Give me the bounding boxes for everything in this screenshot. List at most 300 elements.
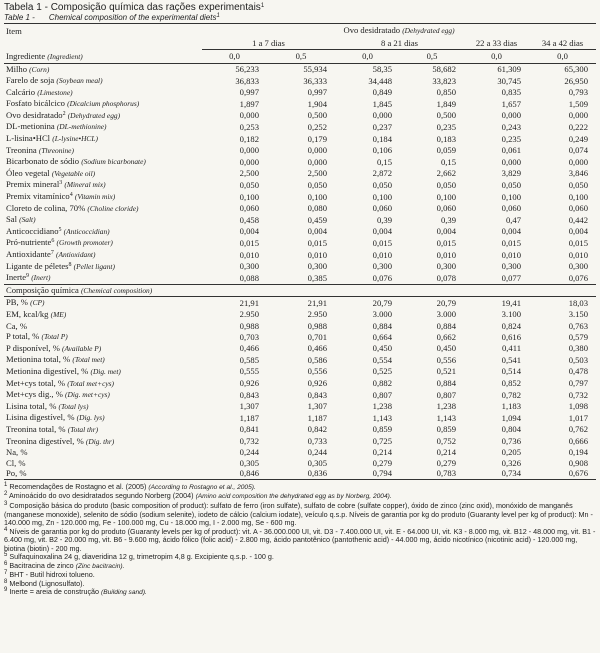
value-cell: 0,015: [372, 237, 392, 248]
value-cell: 0,004: [436, 226, 456, 237]
ingredient-header-pt: Ingrediente: [6, 50, 46, 61]
row-label-en: (Dig. met+cys): [65, 390, 110, 400]
ingredient-row: [4, 145, 596, 157]
ingredient-row: [4, 261, 596, 273]
value-cell: 0,300: [436, 261, 456, 272]
row-label-pt: Ligante de péletes: [6, 260, 69, 271]
value-cell: 65,300: [564, 64, 589, 74]
footnote: [4, 571, 596, 580]
row-label-en: (Dig. lys): [76, 413, 105, 423]
value-cell: 0,305: [239, 457, 259, 468]
value-cell: 0,076: [529, 272, 596, 284]
group-header-pt: Ovo desidratado: [343, 25, 401, 35]
value-cell: 0,050: [568, 179, 589, 190]
value-cell: 1,017: [568, 412, 589, 423]
value-cell: 0,793: [568, 87, 589, 98]
row-label: [4, 261, 202, 273]
row-label: [4, 110, 202, 122]
value-cell: 0,442: [568, 214, 589, 225]
row-label-pt: Fosfato bicálcico: [6, 98, 65, 109]
value-cell: 0,100: [239, 191, 259, 202]
composition-row: [4, 321, 596, 332]
row-label-en: (Sodium bicarbonate): [81, 157, 146, 167]
value-cell: 0,244: [239, 447, 259, 458]
value-cell: 0,243: [501, 121, 521, 132]
value-cell: 0,004: [501, 226, 521, 237]
value-cell: 0,300: [307, 261, 327, 272]
row-label: [4, 168, 202, 180]
value-cell: 0,106: [372, 145, 392, 156]
ingredient-row: [4, 179, 596, 191]
value-cell: 33,823: [432, 75, 456, 86]
value-cell: 2.950: [239, 309, 259, 320]
ingredient-row: [4, 226, 596, 238]
value-cell: 55,934: [303, 64, 327, 74]
composition-row: [4, 436, 596, 448]
value-cell: 0,000: [372, 110, 392, 121]
footnote-number: 7: [4, 570, 8, 577]
value-cell: 0,300: [568, 261, 589, 272]
value-cell: 0,411: [501, 343, 521, 354]
footnote-number: 8: [4, 578, 8, 585]
value-cell: 0,450: [436, 343, 456, 354]
composition-row: [4, 331, 596, 343]
composition-header-en: (Chemical composition): [80, 285, 153, 295]
value-cell: 0,988: [239, 320, 259, 331]
value-cell: 0,074: [568, 145, 589, 156]
value-cell: 0,326: [501, 457, 521, 468]
value-cell: 0,249: [568, 133, 589, 144]
value-cell: 0,010: [239, 249, 259, 260]
row-label-pt: Premix mineral: [6, 179, 60, 190]
value-cell: 0,466: [239, 343, 259, 354]
value-cell: 0,988: [307, 320, 327, 331]
ingredient-row: [4, 237, 596, 249]
value-cell: 0,060: [568, 203, 589, 214]
row-label: [4, 214, 202, 226]
ingredient-row: [4, 249, 596, 261]
value-cell: 0,050: [239, 179, 259, 190]
value-cell: 0,179: [307, 133, 327, 144]
row-label: [4, 447, 202, 458]
value-cell: 0,010: [568, 249, 589, 260]
row-label-en: (Salt): [19, 215, 36, 225]
ingredient-row: [4, 272, 596, 284]
row-label-en: (Anticoccidian): [63, 226, 110, 236]
value-cell: 0,926: [239, 378, 259, 389]
value-cell: 0,807: [436, 389, 456, 400]
value-cell: 0,554: [372, 354, 392, 365]
row-label-en: (L-lysine•HCL): [52, 134, 98, 144]
ingredient-row: [4, 63, 596, 75]
row-label-en: (Growth promoter): [56, 238, 113, 248]
value-cell: 0,884: [372, 320, 392, 331]
footnote-text: BHT - Butil hidroxi tolueno.: [9, 570, 95, 580]
value-cell: 0,556: [436, 354, 456, 365]
value-cell: 0,804: [501, 424, 521, 435]
row-label: [4, 354, 202, 366]
value-cell: 0,39: [376, 214, 392, 225]
row-label-pt: Premix vitamínico: [6, 191, 70, 202]
row-label-en: (Dehydrated egg): [67, 110, 121, 120]
group-header-en: (Dehydrated egg): [402, 26, 455, 35]
value-cell: 21,91: [307, 297, 327, 308]
value-cell: 0,882: [372, 378, 392, 389]
value-cell: 1,509: [568, 98, 589, 109]
value-cell: 26,950: [564, 75, 589, 86]
value-cell: 0,585: [239, 354, 259, 365]
value-cell: 0,059: [436, 145, 456, 156]
value-cell: 0,010: [307, 249, 327, 260]
composition-header-pt: Composição química: [6, 284, 79, 295]
value-cell: 56,233: [235, 64, 259, 74]
value-cell: 0,000: [501, 110, 521, 121]
footnote-number: 4: [4, 526, 8, 533]
value-cell: 0,616: [501, 331, 521, 342]
row-label: [4, 401, 202, 413]
table-caption-en: [4, 13, 596, 23]
row-label-pt: Calcário: [6, 86, 36, 97]
level-header: 0,5: [400, 50, 464, 64]
row-label-pt: DL-metionina: [6, 121, 55, 132]
level-header: 0,0: [202, 50, 267, 64]
value-cell: 0,300: [239, 261, 259, 272]
row-label-pt: Óleo vegetal: [6, 167, 50, 178]
value-cell: 0,305: [307, 457, 327, 468]
value-cell: 0,824: [501, 320, 521, 331]
row-label-en: (Threonine): [38, 145, 74, 155]
value-cell: 3,846: [568, 168, 589, 179]
footnote-text-en: (According to Rostagno et al., 2005).: [148, 483, 256, 491]
row-label: [4, 366, 202, 378]
value-cell: 0,015: [501, 237, 521, 248]
footnote-marker: 5: [58, 226, 62, 233]
value-cell: 0,732: [239, 436, 259, 446]
row-label-en: (Vegetable oil): [51, 168, 96, 178]
value-cell: 0,237: [372, 121, 392, 132]
value-cell: 0,015: [239, 237, 259, 248]
value-cell: 0,666: [568, 436, 589, 446]
row-label-pt: Met+cys dig., %: [6, 389, 63, 400]
composition-row: [4, 297, 596, 309]
row-label: [4, 98, 202, 110]
footnote: [4, 528, 596, 554]
value-cell: 21,91: [239, 297, 259, 308]
composition-row: [4, 412, 596, 424]
row-label-en: (Dig. thr): [85, 436, 115, 446]
header-row-3: [4, 50, 596, 64]
row-label: [4, 203, 202, 215]
value-cell: 0,843: [307, 389, 327, 400]
caption-label-en: Table 1 -: [4, 13, 35, 22]
ingredient-row: [4, 168, 596, 180]
header-row-1: [4, 24, 596, 38]
caption-sup-en: 1: [216, 13, 220, 19]
row-label-en: (ME): [50, 309, 67, 319]
footnote-text: Recomendações de Rostagno et al. (2005): [9, 481, 147, 491]
composition-row: [4, 389, 596, 401]
value-cell: 0,004: [239, 226, 259, 237]
value-cell: 0,000: [239, 110, 259, 121]
value-cell: 19,41: [501, 297, 521, 308]
value-cell: 34,448: [368, 75, 392, 86]
footnote-text: Composição básica do produto (basic composition of product): sulfato de ferro (iron sulfate), sulfato de cobre (sulfate copper), óxido de zinco (zinc oxid), monóxido de manganês (manganese monoxide), selenito de sódio (sodium selenite), iodeto de cálcio (calcium iodate), veículo q.s.p. Níveis de garantia por kg do produto (Guaranty level per kg of product): Mn - 140.000 mg, Zn - 120.000 mg, Fe - 100.000 mg, Cu - 18.000 mg, I - 2.000 mg, Se - 600 mg.: [4, 500, 593, 528]
composition-row: [4, 354, 596, 366]
value-cell: 0,015: [436, 237, 456, 248]
row-label: [4, 75, 202, 87]
value-cell: 0,836: [267, 468, 335, 479]
value-cell: 0,385: [267, 272, 335, 284]
row-label-en: (Limestone): [37, 87, 73, 97]
composition-row: [4, 309, 596, 321]
composition-row: [4, 458, 596, 469]
value-cell: 0,514: [501, 366, 521, 377]
composition-row: [4, 447, 596, 458]
row-label-pt: Cl, %: [6, 457, 26, 468]
row-label-pt: Anticoccidiano: [6, 225, 59, 236]
ingredient-row: [4, 98, 596, 110]
value-cell: 0,733: [307, 436, 327, 446]
value-cell: 0,060: [372, 203, 392, 214]
footnote: [4, 553, 596, 562]
value-cell: 0,100: [501, 191, 521, 202]
value-cell: 1,183: [501, 401, 521, 412]
value-cell: 1,657: [501, 98, 521, 109]
row-label: [4, 424, 202, 436]
value-cell: 0,734: [464, 468, 529, 479]
value-cell: 0,060: [501, 203, 521, 214]
value-cell: 0,500: [436, 110, 456, 121]
row-label-pt: Lisina digestível, %: [6, 412, 75, 423]
value-cell: 0,842: [307, 424, 327, 435]
value-cell: 0,000: [239, 156, 259, 167]
row-label: [4, 237, 202, 249]
composition-row: [4, 366, 596, 378]
value-cell: 0,701: [307, 331, 327, 342]
row-label-pt: P disponível, %: [6, 342, 60, 353]
row-label: [4, 321, 202, 332]
row-label-pt: Farelo de soja: [6, 75, 55, 86]
value-cell: 0,556: [307, 366, 327, 377]
value-cell: 0,100: [307, 191, 327, 202]
value-cell: 0,908: [568, 457, 589, 468]
caption-title-pt: Composição química das rações experimentais: [50, 2, 261, 13]
row-label-pt: Sal: [6, 214, 17, 225]
value-cell: 0,15: [440, 156, 456, 167]
caption-label-pt: Tabela 1 -: [4, 2, 48, 13]
value-cell: 0,050: [436, 179, 456, 190]
value-cell: 3.100: [501, 309, 521, 320]
value-cell: 0,184: [372, 133, 392, 144]
value-cell: 0,703: [239, 331, 259, 342]
value-cell: 0,004: [372, 226, 392, 237]
value-cell: 0,015: [307, 237, 327, 248]
row-label: [4, 191, 202, 203]
value-cell: 0,100: [372, 191, 392, 202]
row-label-en: (Total thr): [67, 424, 99, 434]
value-cell: 0,088: [202, 272, 267, 284]
composition-row: [4, 468, 596, 479]
footnote-number: 5: [4, 552, 8, 559]
footnote-marker: 9: [26, 273, 30, 280]
value-cell: 0,244: [307, 447, 327, 458]
value-cell: 0,004: [307, 226, 327, 237]
value-cell: 1,849: [436, 98, 456, 109]
value-cell: 1,143: [436, 412, 456, 423]
value-cell: 0,000: [501, 156, 521, 167]
value-cell: 0,850: [436, 87, 456, 98]
row-label-pt: Milho: [6, 63, 28, 74]
ingredient-row: [4, 191, 596, 203]
value-cell: 0,252: [307, 121, 327, 132]
footnote-text: Bacitracina de zinco: [9, 560, 74, 570]
value-cell: 1,307: [307, 401, 327, 412]
value-cell: 0,100: [436, 191, 456, 202]
period-header-3: 22 a 33 dias: [464, 37, 529, 50]
value-cell: 3.150: [568, 309, 589, 320]
document-page: [4, 0, 596, 598]
row-label: [4, 272, 202, 284]
ingredient-row: [4, 203, 596, 215]
composition-row: [4, 424, 596, 436]
value-cell: 0,662: [436, 331, 456, 342]
blank-cell: [4, 37, 202, 50]
value-cell: 61,309: [497, 64, 521, 74]
value-cell: 0,010: [501, 249, 521, 260]
composition-row: [4, 343, 596, 355]
value-cell: 0,458: [239, 214, 259, 225]
footnote-number: 6: [4, 560, 8, 567]
value-cell: 1,238: [436, 401, 456, 412]
row-label: [4, 133, 202, 145]
value-cell: 0,859: [372, 424, 392, 435]
row-label-en: (Corn): [29, 64, 50, 74]
table-caption-pt: [4, 2, 596, 13]
value-cell: 0,000: [568, 110, 589, 121]
value-cell: 0,39: [440, 214, 456, 225]
value-cell: 0,010: [372, 249, 392, 260]
value-cell: 1,187: [307, 412, 327, 423]
value-cell: 1,307: [239, 401, 259, 412]
value-cell: 0,000: [307, 145, 327, 156]
value-cell: 3,829: [501, 168, 521, 179]
row-label-en: (Soybean meal): [56, 76, 103, 86]
row-label: [4, 458, 202, 469]
value-cell: 0,182: [239, 133, 259, 144]
value-cell: 1,845: [372, 98, 392, 109]
row-label-pt: PB, %: [6, 297, 28, 308]
row-label: [4, 226, 202, 238]
row-label-pt: Pró-nutriente: [6, 237, 52, 248]
row-label: [4, 378, 202, 390]
value-cell: 0,841: [239, 424, 259, 435]
value-cell: 0,000: [568, 156, 589, 167]
value-cell: 0,884: [436, 320, 456, 331]
value-cell: 0,253: [239, 121, 259, 132]
value-cell: 1,187: [239, 412, 259, 423]
ingredient-row: [4, 110, 596, 122]
row-label: [4, 179, 202, 191]
footnote: [4, 588, 596, 598]
value-cell: 0,061: [501, 145, 521, 156]
row-label-pt: Inerte: [6, 272, 27, 283]
value-cell: 0,586: [307, 354, 327, 365]
value-cell: 0,15: [376, 156, 392, 167]
row-label: [4, 297, 202, 309]
row-label-pt: Po, %: [6, 468, 27, 479]
row-label-en: (DL-methionine): [56, 122, 107, 132]
value-cell: 0,846: [202, 468, 267, 479]
value-cell: 20,79: [372, 297, 392, 308]
value-cell: 0,000: [239, 145, 259, 156]
value-cell: 0,835: [501, 87, 521, 98]
value-cell: 0,214: [436, 447, 456, 458]
row-label: [4, 156, 202, 168]
row-label-pt: Ovo desidratado: [6, 109, 63, 120]
footnote-marker: 2: [62, 110, 66, 117]
footnote-number: 9: [4, 587, 8, 594]
group-header: [202, 24, 596, 38]
value-cell: 1,904: [307, 98, 327, 109]
period-header-1: 1 a 7 dias: [202, 37, 335, 50]
value-cell: 0,664: [372, 331, 392, 342]
value-cell: 1,143: [372, 412, 392, 423]
period-header-4: 34 a 42 dias: [529, 37, 596, 50]
value-cell: 0,926: [307, 378, 327, 389]
header-row-2: [4, 37, 596, 50]
value-cell: 0,279: [372, 457, 392, 468]
footnote-text: Melbond (Lignosulfato).: [9, 578, 85, 588]
footnote-marker: 8: [68, 261, 72, 268]
value-cell: 0,521: [436, 366, 456, 377]
value-cell: 0,300: [372, 261, 392, 272]
value-cell: 0,859: [436, 424, 456, 435]
value-cell: 36,833: [235, 75, 259, 86]
value-cell: 0,050: [372, 179, 392, 190]
period-header-2: 8 a 21 dias: [335, 37, 464, 50]
value-cell: 0,050: [307, 179, 327, 190]
value-cell: 2,662: [436, 168, 456, 179]
composition-row: [4, 378, 596, 390]
value-cell: 0,47: [505, 214, 521, 225]
value-cell: 3.000: [436, 309, 456, 320]
row-label-en: (CP): [30, 298, 45, 308]
row-label: [4, 331, 202, 343]
caption-sup-pt: 1: [260, 3, 265, 9]
value-cell: 0,194: [568, 447, 589, 458]
value-cell: 36,333: [303, 75, 327, 86]
level-header: 0,0: [464, 50, 529, 64]
value-cell: 0,541: [501, 354, 521, 365]
composition-row: [4, 401, 596, 413]
footnotes: [4, 483, 596, 598]
row-label: [4, 87, 202, 99]
row-label-pt: Metionina total, %: [6, 354, 71, 365]
row-label: [4, 412, 202, 424]
value-cell: 1,094: [501, 412, 521, 423]
composition-header: [4, 284, 596, 297]
value-cell: 0,732: [568, 389, 589, 400]
level-header: 0,0: [529, 50, 596, 64]
composition-header-row: [4, 284, 596, 297]
ingredient-row: [4, 87, 596, 99]
ingredient-row: [4, 75, 596, 87]
value-cell: 0,300: [501, 261, 521, 272]
caption-title-en: Chemical composition of the experimental diets: [48, 13, 217, 22]
value-cell: 0,762: [568, 424, 589, 435]
row-label-en: (Total P): [41, 332, 68, 342]
footnote-text: Sulfaquinoxalina 24 g, diaveridina 12 g, trimetropim 4,8 g. Excipiente q.s.p. - 100 g.: [9, 552, 274, 562]
